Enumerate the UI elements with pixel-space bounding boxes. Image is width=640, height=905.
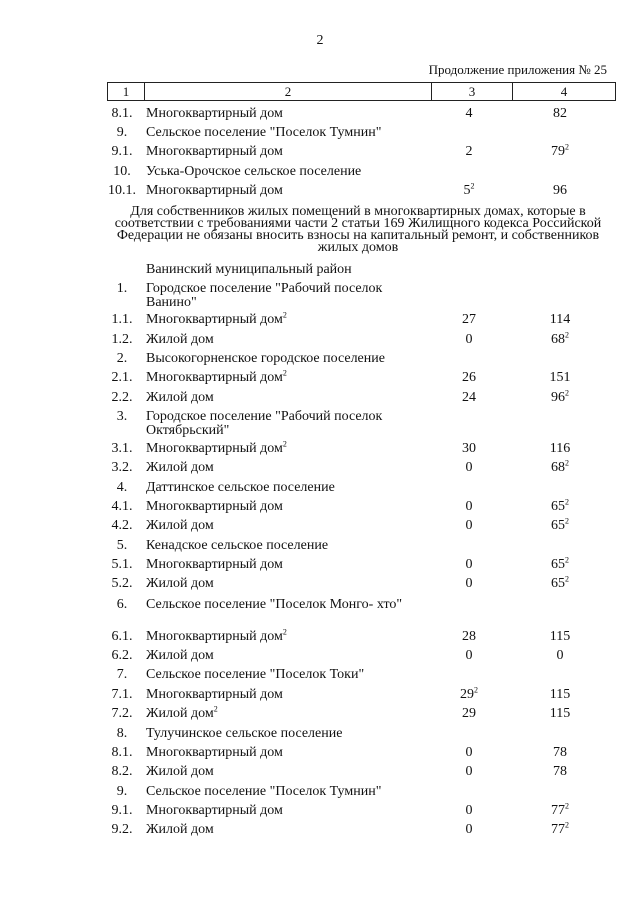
row-name: Сельское поселение "Поселок Токи" [146,667,365,682]
row-col-3: $29^2$ [460,685,478,702]
row-number: 5.2. [111,576,133,591]
row-col-4: $77^2$ [551,820,569,837]
row-col-3: 0 [465,803,473,818]
row-number: 9.1. [111,144,133,159]
row-col-3: 0 [465,499,473,514]
row-col-4: $65^2$ [551,555,569,572]
row-name: Сельское поселение "Поселок Тумнин" [146,784,382,799]
footnote-marker: 2 [565,142,569,152]
row-number: 9.1. [111,803,133,818]
row-col-4: $68^2$ [551,330,569,347]
row-number: 3. [116,409,128,424]
row-col-4: 0 [556,648,564,663]
row-name: Городское поселение "Рабочий поселок Октябрьский" [146,409,383,438]
row-col-4: 78 [553,764,567,779]
row-col-3: $5^2$ [463,181,475,198]
row-number: 7. [116,667,128,682]
header-col-2: 2 [145,83,432,100]
row-col-3: 0 [465,332,473,347]
footnote-marker: 2 [565,801,569,811]
row-name: Даттинское сельское поселение [146,480,335,495]
row-name: Жилой дом [146,460,214,475]
row-col-4: $65^2$ [551,516,569,533]
row-name: Многоквартирный дом [146,499,283,514]
row-name: Многоквартирный дом [146,803,283,818]
footnote-marker: 2 [470,181,475,191]
row-number: 3.1. [111,441,133,456]
row-col-4: 115 [549,629,571,644]
footnote-marker: 2 [565,820,569,830]
row-col-4: $68^2$ [551,458,569,475]
row-name: Жилой дом [146,518,214,533]
row-col-4: 115 [549,706,571,721]
header-col-4: 4 [560,83,568,99]
row-number: 2.1. [111,370,133,385]
row-name: Высокогорненское городское поселение [146,351,385,366]
row-name: Многоквартирный дом [146,745,283,760]
row-number: 6.1. [111,629,133,644]
row-number: 7.2. [111,706,133,721]
row-name: Многоквартирный дом [146,106,283,121]
footnote-marker: 2 [282,627,287,637]
footnote-marker: 2 [282,310,287,320]
page-number: 2 [316,33,324,48]
row-number: 1.2. [111,332,133,347]
row-name: Городское поселение "Рабочий поселок Ванино" [146,281,383,310]
footnote-marker: 2 [565,458,569,468]
footnote-marker: 2 [474,685,478,695]
footnote-marker: 2 [565,330,569,340]
row-col-3: 0 [465,745,473,760]
row-col-3: 2 [465,144,473,159]
row-number: 4.2. [111,518,133,533]
row-number: 6. [116,597,128,612]
row-col-4: 151 [549,370,571,385]
row-name: Многоквартирный дом$^2$ [146,310,287,327]
row-number: 2.2. [111,390,133,405]
row-col-4: 115 [549,687,571,702]
row-number: 8.1. [111,106,133,121]
row-name: Жилой дом [146,332,214,347]
row-col-4: 96 [553,183,567,198]
table-header [107,82,616,101]
row-name: Многоквартирный дом [146,687,283,702]
row-name: Многоквартирный дом [146,183,283,198]
row-number: 9. [116,784,128,799]
row-col-3: 28 [462,629,476,644]
row-name: Кенадское сельское поселение [146,538,329,553]
row-col-3: 0 [465,518,473,533]
row-number: 9. [116,125,128,140]
row-col-3: 0 [465,648,473,663]
row-col-4: $79^2$ [551,142,569,159]
row-number: 10. [113,164,131,179]
section-heading: Для собственников жилых помещений в многоквартирных домах, которые в соответствии с требованиями части 2 статьи 169 Жилищного кодекса Российской Федерации не обязаны вносить взносы на капитальный ремонт, и собственников жилых домов [114,204,602,255]
row-col-3: 0 [465,576,473,591]
row-number: 7.1. [111,687,133,702]
row-col-4: 78 [553,745,567,760]
row-name: Многоквартирный дом$^2$ [146,368,287,385]
row-col-3: 0 [465,460,473,475]
row-number: 3.2. [111,460,133,475]
row-col-3: 27 [462,312,476,327]
row-number: 4.1. [111,499,133,514]
row-name: Ванинский муниципальный район [146,262,352,277]
row-col-4: $65^2$ [551,574,569,591]
row-col-4: 82 [553,106,567,121]
row-number: 5.1. [111,557,133,572]
row-col-4: 114 [549,312,571,327]
row-name: Многоквартирный дом [146,557,283,572]
row-number: 1. [116,281,128,296]
row-number: 10.1. [108,183,136,198]
footnote-marker: 2 [565,388,569,398]
row-name: Жилой дом [146,576,214,591]
row-name: Жилой дом$^2$ [146,704,218,721]
row-col-3: 0 [465,557,473,572]
footnote-marker: 2 [282,439,287,449]
row-name: Уська-Орочское сельское поселение [146,164,362,179]
row-col-4: $65^2$ [551,497,569,514]
row-number: 8.1. [111,745,133,760]
row-name: Многоквартирный дом$^2$ [146,627,287,644]
header-col-3: 3 [432,83,513,100]
row-name: Жилой дом [146,648,214,663]
row-number: 8. [116,726,128,741]
row-col-3: 26 [462,370,476,385]
row-name: Жилой дом [146,390,214,405]
row-number: 2. [116,351,128,366]
footnote-marker: 2 [565,555,569,565]
row-number: 9.2. [111,822,133,837]
row-col-3: 4 [465,106,473,121]
row-number: 5. [116,538,128,553]
row-number: 4. [116,480,128,495]
row-name: Жилой дом [146,822,214,837]
row-name: Тулучинское сельское поселение [146,726,343,741]
row-col-3: 29 [462,706,476,721]
header-col-1: 1 [108,83,145,100]
row-number: 8.2. [111,764,133,779]
row-col-3: 24 [462,390,476,405]
row-col-3: 30 [462,441,476,456]
footnote-marker: 2 [213,704,218,714]
footnote-marker: 2 [565,497,569,507]
row-col-4: $77^2$ [551,801,569,818]
row-name: Жилой дом [146,764,214,779]
row-col-3: 0 [465,764,473,779]
footnote-marker: 2 [565,516,569,526]
row-col-4: 116 [549,441,571,456]
footnote-marker: 2 [565,574,569,584]
row-name: Сельское поселение "Поселок Тумнин" [146,125,382,140]
continuation-label: Продолжение приложения № 25 [428,62,607,77]
row-number: 6.2. [111,648,133,663]
footnote-marker: 2 [282,368,287,378]
row-name: Многоквартирный дом$^2$ [146,439,287,456]
row-col-4: $96^2$ [551,388,569,405]
row-name: Многоквартирный дом [146,144,283,159]
row-col-3: 0 [465,822,473,837]
row-name: Сельское поселение "Поселок Монго- хто" [146,597,403,612]
row-number: 1.1. [111,312,133,327]
